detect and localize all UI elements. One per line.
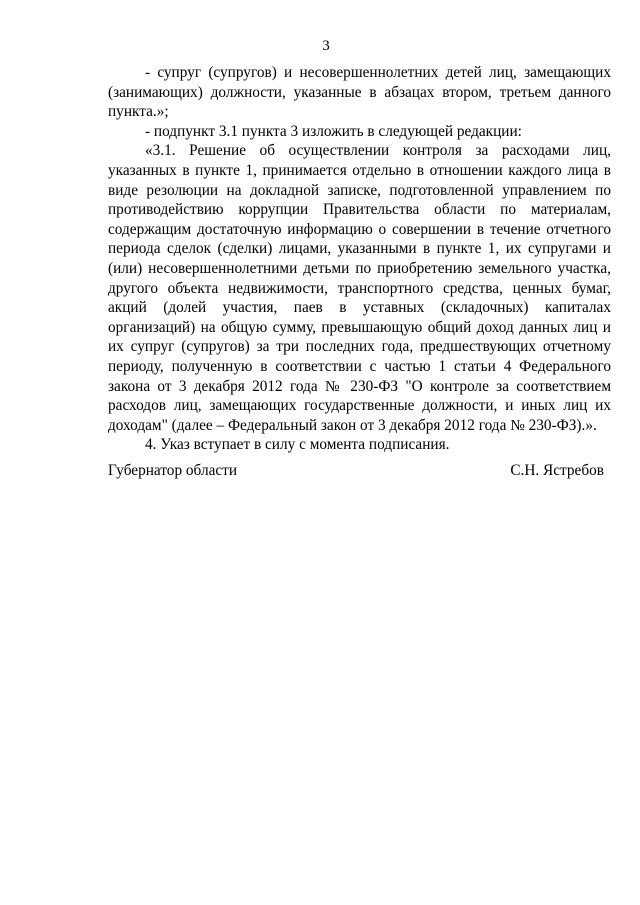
- signatory-name: С.Н. Ястребов: [510, 462, 604, 479]
- paragraph-subclause-amendment: - подпункт 3.1 пункта 3 изложить в следующей редакции:: [145, 122, 522, 140]
- signatory-position: Губернатор области: [108, 462, 238, 479]
- signature-block: [108, 461, 604, 481]
- paragraph-effective-date: 4. Указ вступает в силу с момента подписания.: [145, 436, 450, 454]
- page-number: 3: [322, 38, 330, 54]
- document-body: [108, 63, 611, 455]
- paragraph-spouses-children: - супруг (супругов) и несовершеннолетних детей лиц, замещающих (занимающих) должности, указанные в абзацах втором, третьем данного пункта.»;: [108, 64, 611, 121]
- paragraph-clause-3-1: «3.1. Решение об осуществлении контроля за расходами лиц, указанных в пункте 1, принимается отдельно в отношении каждого лица в виде резолюции на докладной записке, подготовленной управлением по противодействию коррупции Правительства области по материалам, содержащим достаточную информацию о совершении в течение отчетного периода сделок (сделки) лицами, указанными в пункте 1, их супругами и (или) несовершеннолетними детьми по приобретению земельного участка, другого объекта недвижимости, транспортного средства, ценных бумаг, акций (долей участия, паев в уставных (складочных) капиталах организаций) на общую сумму, превышающую общий доход данных лиц и их супруг (супругов) за три последних года, предшествующих отчетному периоду, полученную в соответствии с частью 1 статьи 4 Федерального закона от 3 декабря 2012 года № 230-ФЗ "О контроле за соответствием расходов лиц, замещающих государственные должности, и иных лиц их доходам" (далее – Федеральный закон от 3 декабря 2012 года № 230-ФЗ).».: [108, 142, 611, 434]
